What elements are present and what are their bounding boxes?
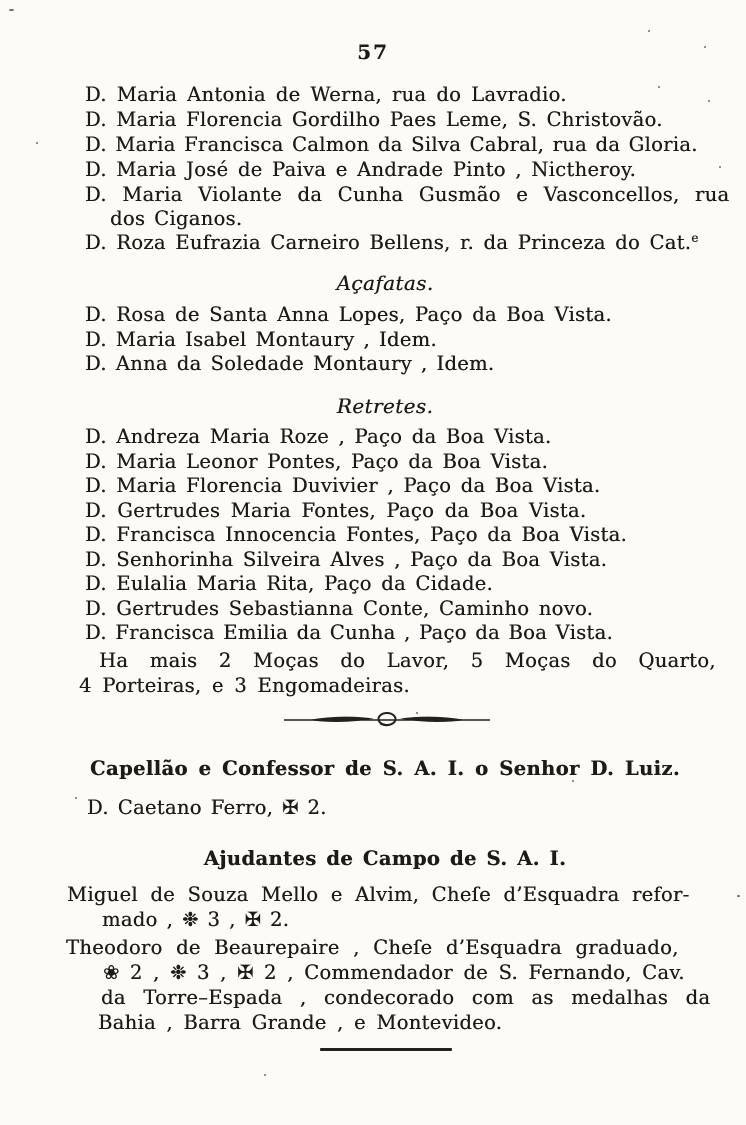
ornamental-divider (282, 706, 492, 732)
entry-line: D. Gertrudes Maria Fontes, Paço da Boa Vista. (85, 499, 587, 522)
entry-text: 3 , (186, 961, 238, 984)
entry-line (87, 797, 327, 819)
entry-line (85, 232, 698, 256)
entry-text: mado , (102, 908, 183, 931)
cross-of-christ-icon: ✠ (282, 796, 299, 819)
scan-speck (75, 797, 77, 799)
section-heading-acafatas: Açafatas. (336, 271, 434, 295)
note-line: Ha mais 2 Moças do Lavor, 5 Moças do Quarto, (99, 649, 716, 672)
entry-line: D. Maria Leonor Pontes, Paço da Boa Vista. (85, 450, 548, 473)
scan-speck (648, 30, 650, 32)
section-heading-ajudantes: Ajudantes de Campo de S. A. I. (203, 847, 567, 870)
scan-speck (708, 100, 710, 102)
entry-text: 2 , Commendador de S. Fernando, Cav. (253, 961, 685, 984)
entry-continuation-line: da Torre–Espada , condecorado com as medalhas da (101, 986, 711, 1009)
section-heading-retretes: Retretes. (336, 394, 434, 418)
cross-of-christ-icon: ✠ (244, 908, 261, 931)
entry-line: D. Maria Violante da Cunha Gusmão e Vasconcellos, rua (85, 183, 730, 206)
entry-line: D. Maria Florencia Duvivier , Paço da Boa Vista. (85, 474, 601, 497)
entry-line: D. Eulalia Maria Rita, Paço da Cidade. (85, 572, 493, 595)
entry-line: D. Maria Antonia de Werna, rua do Lavradio. (85, 83, 567, 106)
entry-line: D. Maria Isabel Montaury , Idem. (85, 328, 437, 351)
entry-text: D. Roza Eufrazia Carneiro Bellens, r. da Princeza do Cat. (85, 231, 692, 254)
entry-continuation-line (103, 962, 685, 984)
entry-continuation-line (102, 909, 289, 931)
entry-line: Miguel de Souza Mello e Alvim, Cheſe d’Esquadra refor- (67, 883, 690, 906)
entry-text: 2. (298, 796, 327, 819)
page-number: 57 (357, 40, 389, 64)
scan-speck (416, 712, 418, 714)
entry-text: D. Caetano Ferro, (87, 796, 283, 819)
section-heading-capellao: Capellão e Confessor de S. A. I. o Senhor D. Luiz. (89, 757, 681, 780)
scan-speck (704, 46, 706, 48)
entry-line: D. Gertrudes Sebastianna Conte, Caminho novo. (85, 597, 594, 620)
entry-continuation-line: dos Ciganos. (110, 207, 243, 230)
entry-line: Theodoro de Beaurepaire , Cheſe d’Esquadra graduado, (66, 936, 679, 959)
scan-speck (9, 9, 14, 11)
entry-text: 2. (260, 908, 290, 931)
scan-speck (264, 1074, 266, 1076)
star-badge-icon: ❉ (182, 908, 199, 931)
entry-line: D. Andreza Maria Roze , Paço da Boa Vista. (85, 425, 552, 448)
entry-line: D. Maria Francisca Calmon da Silva Cabral, rua da Gloria. (85, 133, 698, 156)
star-badge-icon: ❉ (170, 961, 187, 984)
entry-line: D. Francisca Emilia da Cunha , Paço da Boa Vista. (85, 621, 613, 644)
scan-speck (36, 142, 38, 144)
note-line: 4 Porteiras, e 3 Engomadeiras. (79, 674, 410, 697)
entry-continuation-line: Bahia , Barra Grande , e Montevideo. (98, 1011, 503, 1034)
entry-line: D. Francisca Innocencia Fontes, Paço da Boa Vista. (85, 523, 627, 546)
entry-line: D. Senhorinha Silveira Alves , Paço da Boa Vista. (85, 548, 608, 571)
abbreviation-superscript: e (691, 231, 699, 245)
scan-speck (737, 895, 740, 897)
scan-speck (572, 780, 574, 782)
entry-line: D. Maria Florencia Gordilho Paes Leme, S. Christovão. (85, 108, 663, 131)
entry-line: D. Anna da Soledade Montaury , Idem. (85, 352, 495, 375)
entry-text: 2 , (119, 961, 171, 984)
entry-text: 3 , (198, 908, 245, 931)
cross-of-christ-icon: ✠ (237, 961, 254, 984)
entry-line: D. Maria José de Paiva e Andrade Pinto , Nictheroy. (85, 158, 637, 181)
round-rosette-icon: ❀ (103, 961, 120, 984)
scan-speck (719, 166, 721, 168)
scan-speck (658, 86, 660, 88)
closing-rule (320, 1048, 452, 1051)
entry-line: D. Rosa de Santa Anna Lopes, Paço da Boa Vista. (85, 303, 612, 326)
